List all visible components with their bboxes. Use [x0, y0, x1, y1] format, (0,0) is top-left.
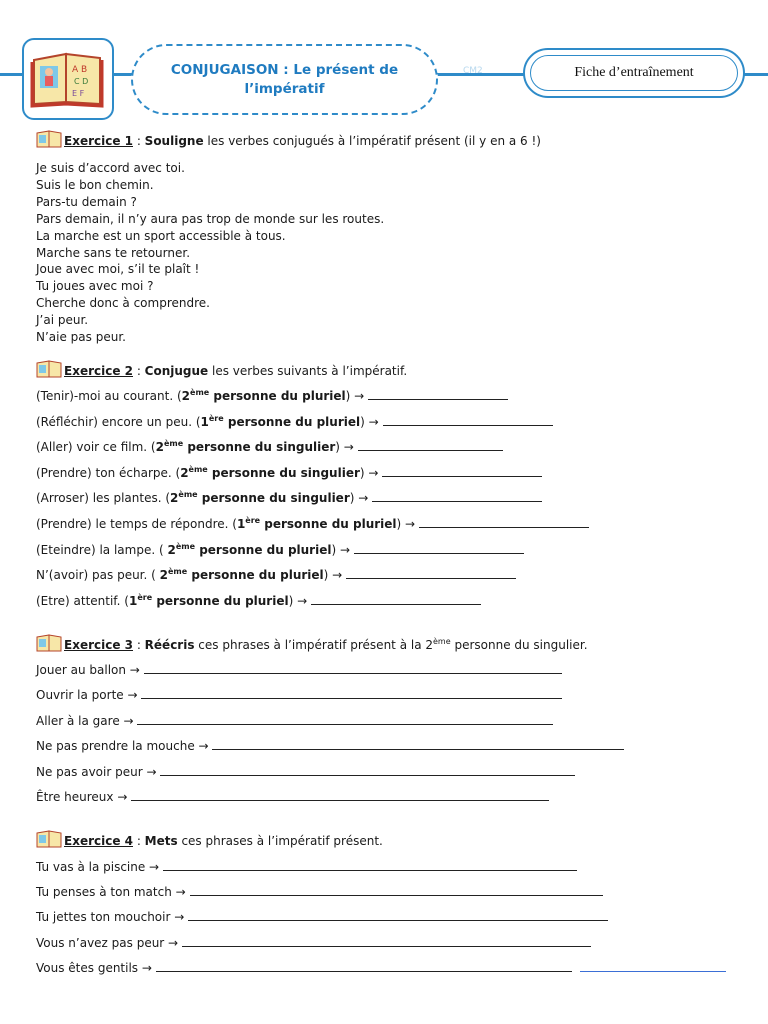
answer-blank[interactable] [156, 960, 572, 972]
answer-blank[interactable] [182, 935, 591, 947]
rewrite-item: Jouer au ballon → [36, 662, 562, 677]
answer-blank[interactable] [188, 909, 608, 921]
rewrite-item: Ouvrir la porte → [36, 687, 562, 702]
conjugation-item: (Eteindre) la lampe. ( 2ème personne du pluriel) → [36, 542, 524, 557]
answer-blank[interactable] [131, 789, 549, 801]
answer-blank[interactable] [382, 465, 542, 477]
sentence: Cherche donc à comprendre. [36, 296, 210, 311]
worksheet-tag [523, 48, 745, 98]
sentence: La marche est un sport accessible à tous. [36, 228, 286, 243]
rewrite-item: Vous êtes gentils → [36, 960, 572, 975]
answer-blank[interactable] [144, 662, 562, 674]
sentence: Suis le bon chemin. [36, 177, 154, 192]
answer-blank[interactable] [368, 388, 508, 400]
conjugation-item: N’(avoir) pas peur. ( 2ème personne du pluriel) → [36, 567, 516, 582]
answer-blank[interactable] [163, 859, 577, 871]
sentence: Joue avec moi, s’il te plaît ! [36, 262, 200, 277]
sentence: Pars-tu demain ? [36, 194, 137, 209]
level-text: CM2 [463, 66, 483, 76]
sentence: Tu joues avec moi ? [36, 279, 154, 294]
svg-text:A B: A B [72, 65, 88, 75]
sentence: Marche sans te retourner. [36, 245, 191, 260]
answer-blank[interactable] [372, 490, 542, 502]
answer-blank[interactable] [346, 567, 516, 579]
book-icon [36, 360, 62, 378]
exercise-3-heading: Exercice 3 : Réécris ces phrases à l’impératif présent à la 2ème personne du singulier. [36, 634, 588, 652]
svg-text:E F: E F [72, 89, 85, 98]
conjugation-item: (Prendre) ton écharpe. (2ème personne du singulier) → [36, 465, 542, 480]
exercise-2-heading: Exercice 2 : Conjugue les verbes suivants à l’impératif. [36, 360, 407, 378]
page-title [131, 44, 438, 115]
exercise-1-heading: Exercice 1 : Souligne les verbes conjugués à l’impératif présent (il y en a 6 !) [36, 130, 541, 148]
rewrite-item: Tu vas à la piscine → [36, 859, 577, 874]
book-icon [36, 634, 62, 652]
answer-blank[interactable] [354, 542, 524, 554]
answer-blank[interactable] [160, 764, 575, 776]
sentence: N’aie pas peur. [36, 330, 126, 344]
worksheet-tag-label: Fiche d’entraînement [530, 55, 738, 91]
rewrite-item: Aller à la gare → [36, 713, 553, 728]
rewrite-item: Tu jettes ton mouchoir → [36, 909, 608, 924]
exercise-4-heading: Exercice 4 : Mets ces phrases à l’impératif présent. [36, 830, 383, 848]
answer-blank[interactable] [311, 593, 481, 605]
book-icon [30, 46, 104, 108]
answer-blank[interactable] [212, 738, 624, 750]
sentence: Pars demain, il n’y aura pas trop de monde sur les routes. [36, 211, 385, 226]
answer-blank[interactable] [419, 516, 589, 528]
conjugation-item: (Arroser) les plantes. (2ème personne du singulier) → [36, 490, 542, 505]
conjugation-item: (Tenir)-moi au courant. (2ème personne du pluriel) → [36, 388, 508, 403]
rewrite-item: Ne pas avoir peur → [36, 764, 575, 779]
sentence: J’ai peur. [36, 313, 89, 328]
answer-blank[interactable] [383, 414, 553, 426]
answer-blank[interactable] [141, 687, 562, 699]
rewrite-item: Être heureux → [36, 789, 549, 804]
rewrite-item: Vous n’avez pas peur → [36, 935, 591, 950]
rewrite-item: Tu penses à ton match → [36, 884, 603, 899]
logo [22, 38, 114, 120]
link-underline [580, 971, 726, 972]
title-line-1: CONJUGAISON : Le présent de [170, 61, 399, 78]
svg-text:C D: C D [74, 77, 89, 86]
conjugation-item: (Etre) attentif. (1ère personne du pluriel) → [36, 593, 481, 608]
title-line-2: l’impératif [244, 80, 325, 97]
book-icon [36, 130, 62, 148]
conjugation-item: (Réfléchir) encore un peu. (1ère personne du pluriel) → [36, 414, 553, 429]
conjugation-item: (Prendre) le temps de répondre. (1ère personne du pluriel) → [36, 516, 589, 531]
answer-blank[interactable] [137, 713, 553, 725]
book-icon [36, 830, 62, 848]
conjugation-item: (Aller) voir ce film. (2ème personne du singulier) → [36, 439, 503, 454]
rewrite-item: Ne pas prendre la mouche → [36, 738, 624, 753]
sentence: Je suis d’accord avec toi. [36, 161, 185, 175]
answer-blank[interactable] [190, 884, 603, 896]
answer-blank[interactable] [358, 439, 503, 451]
